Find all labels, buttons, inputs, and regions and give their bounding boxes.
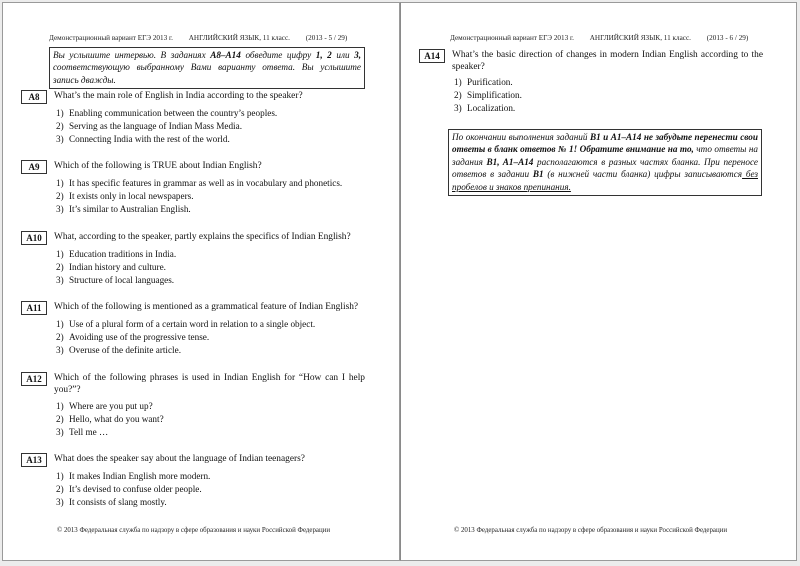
answer-option[interactable]: [56, 413, 164, 426]
option-number: 2): [56, 261, 64, 272]
answer-option[interactable]: [56, 344, 315, 357]
answer-options: [56, 318, 315, 356]
question-text: Which of the following is TRUE about Indian English?: [54, 161, 262, 171]
option-number: 3): [56, 344, 64, 355]
header-subject: АНГЛИЙСКИЙ ЯЗЫК, 11 класс.: [589, 34, 691, 42]
instruction-text: Вы услышите интервью. В заданиях: [53, 50, 211, 60]
option-text: It exists only in local newspapers.: [69, 190, 194, 201]
question-text: What, according to the speaker, partly explains the specifics of Indian English?: [54, 232, 351, 242]
option-text: Avoiding use of the progressive tense.: [69, 331, 210, 342]
instruction-text: По окончании выполнения заданий: [452, 132, 590, 142]
header-variant: Демонстрационный вариант ЕГЭ 2013 г.: [49, 34, 173, 42]
answer-option[interactable]: [56, 133, 277, 146]
running-header: [49, 34, 361, 42]
answer-option[interactable]: [56, 261, 176, 274]
page-footer-copyright: © 2013 Федеральная служба по надзору в сфере образования и науки Российской Федерации: [454, 527, 728, 534]
answer-option[interactable]: [56, 470, 210, 483]
running-header: [450, 34, 762, 42]
option-number: 2): [454, 89, 462, 100]
header-page-ref: (2013 - 5 / 29): [305, 34, 348, 42]
option-number: 3): [56, 203, 64, 214]
question-text: What does the speaker say about the language of Indian teenagers?: [54, 454, 305, 464]
answer-option[interactable]: [56, 318, 315, 331]
option-number: 1): [56, 249, 64, 259]
option-text: Connecting India with the rest of the world.: [69, 133, 230, 144]
answer-option[interactable]: [56, 248, 176, 261]
option-text: Structure of local languages.: [69, 274, 175, 285]
instruction-text: что ответы на задания: [452, 144, 759, 167]
answer-option[interactable]: [56, 274, 176, 287]
option-text: Simplification.: [467, 89, 522, 100]
answer-option[interactable]: [56, 483, 210, 496]
question-label: A10: [21, 231, 47, 245]
option-text: It consists of slang mostly.: [69, 496, 167, 507]
option-text: Enabling communication between the country’s peoples.: [69, 108, 278, 118]
option-text: Where are you put up?: [69, 401, 153, 411]
option-number: 3): [56, 496, 64, 507]
answer-options: [454, 76, 522, 114]
option-number: 2): [56, 483, 64, 494]
instruction-text: соответствующую выбранному Вами варианту ответа. Вы услышите запись дважды.: [53, 62, 361, 85]
option-text: It’s similar to Australian English.: [69, 203, 191, 214]
answer-option[interactable]: [56, 496, 210, 509]
answer-options: [56, 107, 277, 145]
option-text: It has specific features in grammar as well as in vocabulary and phonetics.: [69, 178, 343, 188]
answer-option[interactable]: [56, 426, 164, 439]
option-number: 3): [454, 102, 462, 113]
option-text: It’s devised to confuse older people.: [69, 483, 202, 494]
instruction-text: или: [331, 50, 355, 60]
answer-option[interactable]: [56, 331, 315, 344]
option-text: Overuse of the definite article.: [69, 344, 181, 355]
instruction-text: (в нижней части бланка) цифры записываются: [543, 169, 743, 180]
option-text: Indian history and culture.: [69, 261, 166, 272]
answer-option[interactable]: [56, 120, 277, 133]
instruction-bold: 1, 2: [315, 50, 332, 60]
answer-options: [56, 177, 342, 215]
instruction-bold: 3,: [354, 50, 361, 60]
question-label: A13: [21, 453, 47, 467]
header-page-ref: (2013 - 6 / 29): [706, 34, 749, 42]
page-6: [400, 2, 797, 561]
question-text: Which of the following is mentioned as a grammatical feature of Indian English?: [54, 302, 359, 312]
option-text: Hello, what do you want?: [69, 413, 164, 424]
question-label: A14: [419, 49, 445, 63]
answer-options: [56, 470, 210, 508]
option-text: Serving as the language of Indian Mass Media.: [69, 120, 242, 131]
question-label: A12: [21, 372, 47, 386]
option-number: 1): [56, 401, 64, 411]
answer-option[interactable]: [56, 177, 342, 190]
answer-options: [56, 248, 176, 286]
answer-option[interactable]: [454, 76, 522, 89]
question-label: A8: [21, 90, 47, 104]
option-number: 2): [56, 120, 64, 131]
option-number: 2): [56, 413, 64, 424]
instruction-bold: A8–A14: [210, 50, 241, 60]
instruction-bold: B1: [532, 169, 544, 180]
option-number: 2): [56, 190, 64, 201]
question-text: Which of the following phrases is used in Indian English for “How can I help you?”?: [54, 373, 365, 395]
option-number: 1): [56, 471, 64, 481]
instruction-bold: B1 и A1–A14 не забудьте перенести свои ответы в бланк ответов № 1! Обратите внимание на то,: [452, 132, 758, 155]
header-subject: АНГЛИЙСКИЙ ЯЗЫК, 11 класс.: [188, 34, 290, 42]
option-number: 3): [56, 274, 64, 285]
question-label: A11: [21, 301, 47, 315]
answer-option[interactable]: [56, 190, 342, 203]
answer-option[interactable]: [56, 400, 164, 413]
option-text: Localization.: [467, 102, 516, 113]
page-5: [2, 2, 400, 561]
question-text: What’s the basic direction of changes in modern Indian English according to the speaker?: [452, 50, 763, 72]
answer-option[interactable]: [56, 107, 277, 120]
option-text: Use of a plural form of a certain word in relation to a single object.: [69, 319, 316, 329]
option-number: 1): [56, 319, 64, 329]
question-label: A9: [21, 160, 47, 174]
option-text: Education traditions in India.: [69, 249, 177, 259]
instruction-bold: B1, A1–A14: [486, 156, 534, 167]
listening-instruction-box: [49, 47, 365, 89]
option-number: 1): [56, 178, 64, 188]
page-footer-copyright: © 2013 Федеральная служба по надзору в сфере образования и науки Российской Федерации: [57, 527, 331, 534]
option-text: It makes Indian English more modern.: [69, 471, 211, 481]
answer-option[interactable]: [454, 102, 522, 115]
option-text: Tell me …: [69, 426, 109, 437]
option-text: Purification.: [467, 77, 513, 87]
option-number: 1): [56, 108, 64, 118]
instruction-underline: без пробелов и знаков препинания.: [452, 169, 758, 192]
option-number: 2): [56, 331, 64, 342]
option-number: 1): [454, 77, 462, 87]
transfer-answers-instruction-box: [448, 129, 762, 196]
header-variant: Демонстрационный вариант ЕГЭ 2013 г.: [450, 34, 574, 42]
question-text: What’s the main role of English in India according to the speaker?: [54, 91, 303, 101]
option-number: 3): [56, 426, 64, 437]
answer-option[interactable]: [454, 89, 522, 102]
option-number: 3): [56, 133, 64, 144]
instruction-text: располагаются в разных частях бланка. При переносе ответов в задании: [452, 156, 758, 180]
instruction-text: обведите цифру: [240, 50, 316, 60]
answer-option[interactable]: [56, 203, 342, 216]
answer-options: [56, 400, 164, 438]
